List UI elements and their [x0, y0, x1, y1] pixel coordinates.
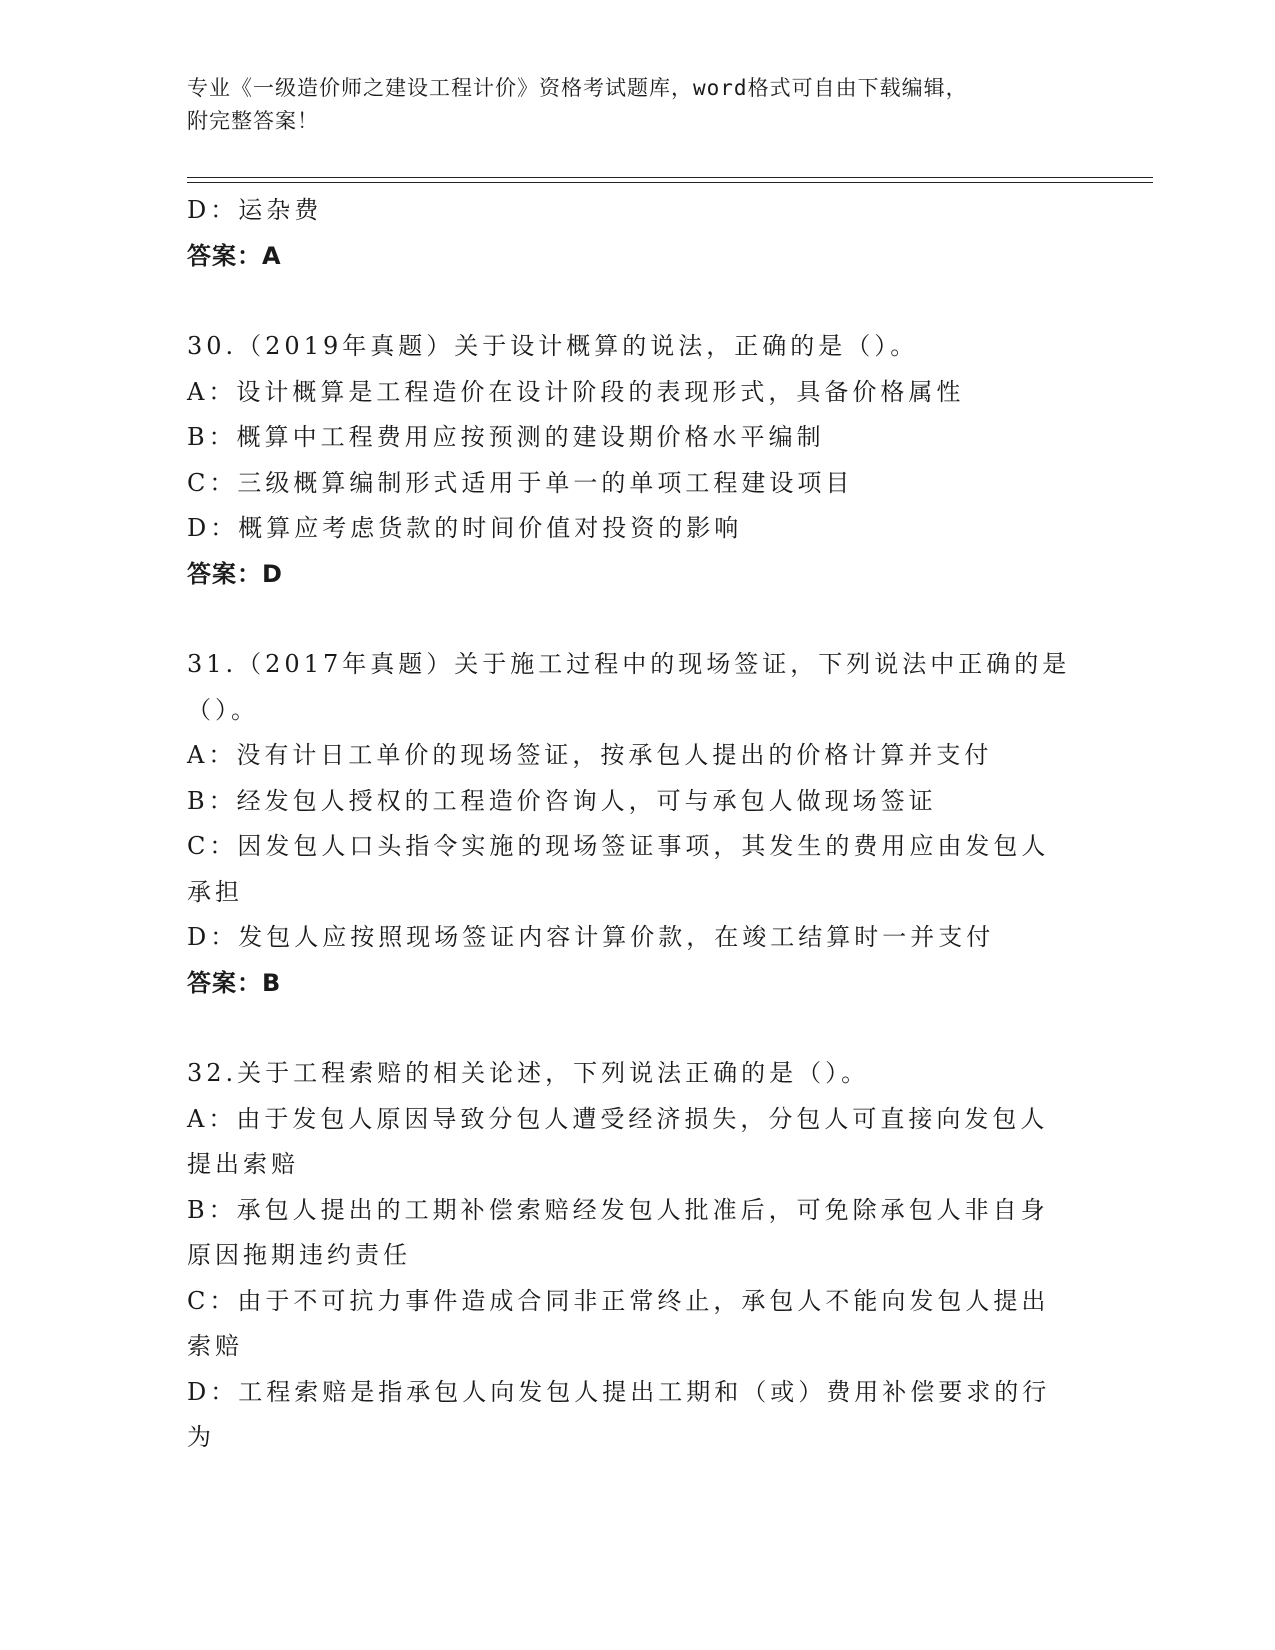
option-b: B：经发包人授权的工程造价咨询人，可与承包人做现场签证	[187, 786, 937, 815]
option-d-line-2: 为	[187, 1423, 215, 1451]
answer: 答案：D	[187, 559, 283, 588]
question-stem: 30.（2019年真题）关于设计概算的说法，正确的是（）。	[187, 332, 919, 360]
option-c: C：三级概算编制形式适用于单一的单项工程建设项目	[187, 468, 854, 497]
option-c-line-2: 承担	[187, 877, 243, 906]
spacer	[187, 597, 1087, 642]
option-c-line-1: C：由于不可抗力事件造成合同非正常终止，承包人不能向发包人提出	[187, 1286, 1050, 1315]
header-line-2: 附完整答案！	[187, 109, 319, 133]
option-a-line-2: 提出索赔	[187, 1150, 299, 1178]
header-line-1: 专业《一级造价师之建设工程计价》资格考试题库，word格式可自由下载编辑，	[187, 76, 968, 100]
option-a-line-1: A：由于发包人原因导致分包人遭受经济损失，分包人可直接向发包人	[187, 1104, 1049, 1133]
option-a: A：设计概算是工程造价在设计阶段的表现形式，具备价格属性	[187, 377, 965, 406]
header-divider-top	[187, 177, 1153, 178]
option-b: B：概算中工程费用应按预测的建设期价格水平编制	[187, 423, 825, 451]
question-stem: 32.关于工程索赔的相关论述，下列说法正确的是（）。	[187, 1059, 870, 1087]
option-b-line-2: 原因拖期违约责任	[187, 1241, 411, 1269]
question-31	[187, 642, 1087, 1006]
option-d-line-1: D：工程索赔是指承包人向发包人提出工期和（或）费用补偿要求的行	[187, 1377, 1051, 1406]
option-a: A：没有计日工单价的现场签证，按承包人提出的价格计算并支付	[187, 741, 993, 769]
header-divider-bottom	[187, 182, 1153, 183]
question-30	[187, 324, 1087, 597]
question-32	[187, 1051, 1087, 1461]
question-list	[187, 188, 1087, 1461]
question-stem-line-1: 31.（2017年真题）关于施工过程中的现场签证，下列说法中正确的是	[187, 650, 1071, 678]
spacer	[187, 279, 1087, 324]
document-header	[187, 72, 1087, 138]
option-d: D：发包人应按照现场签证内容计算价款，在竣工结算时一并支付	[187, 923, 995, 951]
answer: 答案：B	[187, 968, 282, 997]
option-b-line-1: B：承包人提出的工期补偿索赔经发包人批准后，可免除承包人非自身	[187, 1195, 1049, 1224]
previous-question-tail	[187, 188, 1087, 279]
question-stem-line-2: （）。	[187, 695, 259, 724]
spacer	[187, 1006, 1087, 1051]
option-c-line-1: C：因发包人口头指令实施的现场签证事项，其发生的费用应由发包人	[187, 832, 1050, 860]
option-d: D：运杂费	[187, 196, 323, 224]
option-c-line-2: 索赔	[187, 1332, 243, 1360]
answer: 答案：A	[187, 241, 282, 270]
option-d: D：概算应考虑货款的时间价值对投资的影响	[187, 514, 743, 542]
